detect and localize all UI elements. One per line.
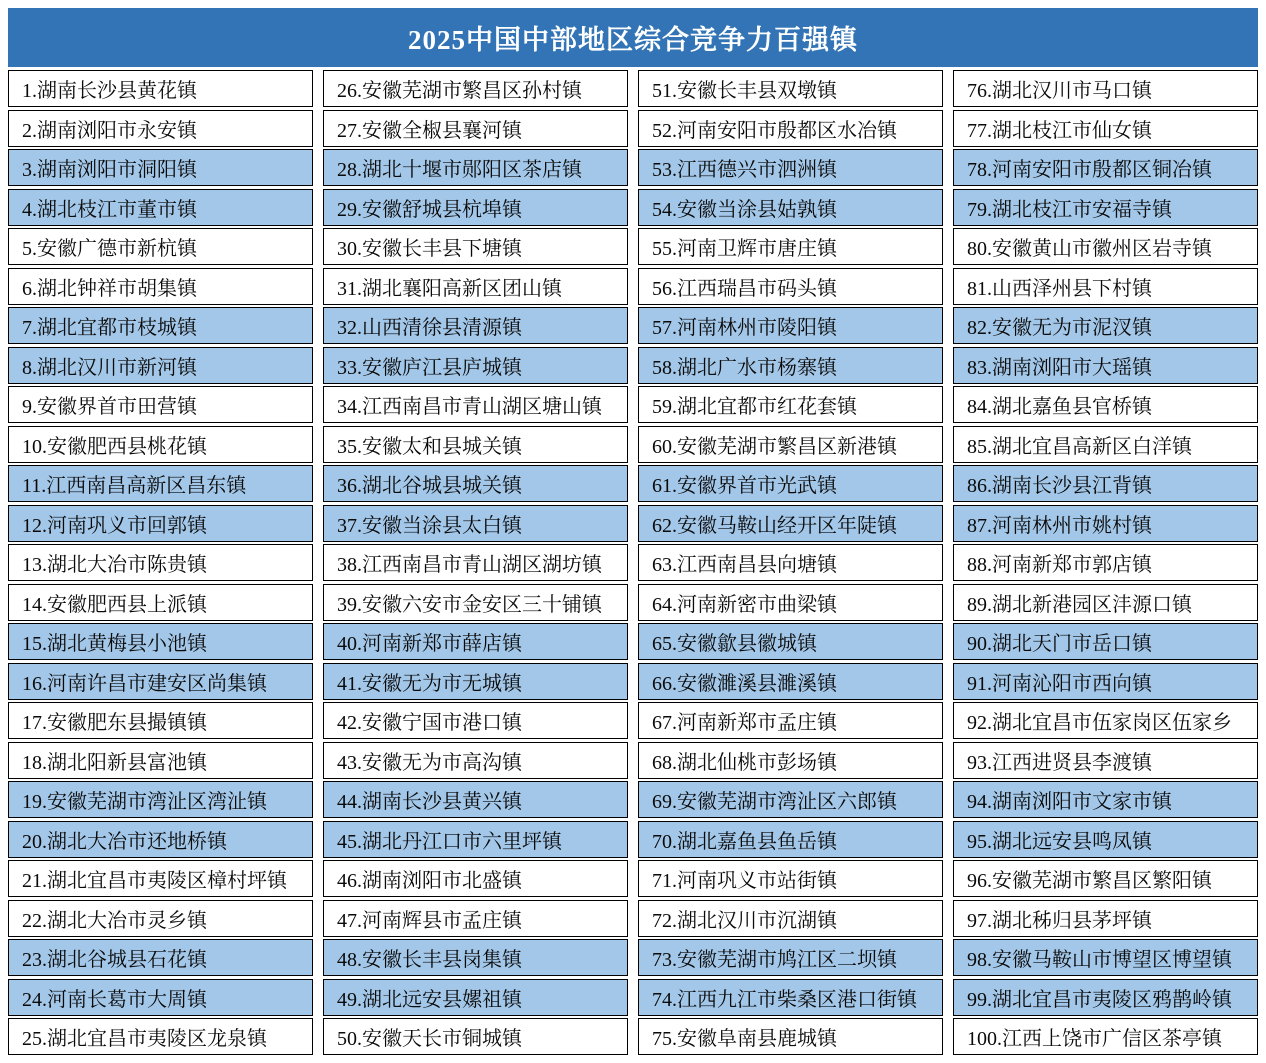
town-list-item: 49.湖北远安县嫘祖镇	[323, 979, 628, 1016]
town-list-item: 15.湖北黄梅县小池镇	[8, 623, 313, 660]
town-list-item: 3.湖南浏阳市洞阳镇	[8, 149, 313, 186]
town-list-item: 14.安徽肥西县上派镇	[8, 584, 313, 621]
town-list-item: 9.安徽界首市田营镇	[8, 386, 313, 423]
town-list-item: 68.湖北仙桃市彭场镇	[638, 742, 943, 779]
town-list-item: 47.河南辉县市孟庄镇	[323, 900, 628, 937]
town-list-item: 72.湖北汉川市沉湖镇	[638, 900, 943, 937]
town-list-item: 60.安徽芜湖市繁昌区新港镇	[638, 426, 943, 463]
town-list-item: 32.山西清徐县清源镇	[323, 307, 628, 344]
town-list-item: 61.安徽界首市光武镇	[638, 465, 943, 502]
town-list-item: 31.湖北襄阳高新区团山镇	[323, 268, 628, 305]
town-list-item: 18.湖北阳新县富池镇	[8, 742, 313, 779]
town-list-item: 67.河南新郑市孟庄镇	[638, 702, 943, 739]
town-list-item: 94.湖南浏阳市文家市镇	[953, 781, 1258, 818]
town-list-item: 26.安徽芜湖市繁昌区孙村镇	[323, 70, 628, 107]
ranking-column-1	[8, 70, 313, 1055]
town-list-item: 42.安徽宁国市港口镇	[323, 702, 628, 739]
town-list-item: 70.湖北嘉鱼县鱼岳镇	[638, 821, 943, 858]
town-list-item: 76.湖北汉川市马口镇	[953, 70, 1258, 107]
town-list-item: 71.河南巩义市站街镇	[638, 860, 943, 897]
town-list-item: 36.湖北谷城县城关镇	[323, 465, 628, 502]
town-list-item: 79.湖北枝江市安福寺镇	[953, 189, 1258, 226]
town-list-item: 6.湖北钟祥市胡集镇	[8, 268, 313, 305]
page-title: 2025中国中部地区综合竞争力百强镇	[408, 25, 858, 55]
town-list-item: 19.安徽芜湖市湾沚区湾沚镇	[8, 781, 313, 818]
town-list-item: 23.湖北谷城县石花镇	[8, 939, 313, 976]
town-list-item: 80.安徽黄山市徽州区岩寺镇	[953, 228, 1258, 265]
ranking-column-3	[638, 70, 943, 1055]
town-list-item: 58.湖北广水市杨寨镇	[638, 347, 943, 384]
town-list-item: 96.安徽芜湖市繁昌区繁阳镇	[953, 860, 1258, 897]
town-list-item: 56.江西瑞昌市码头镇	[638, 268, 943, 305]
town-list-item: 52.河南安阳市殷都区水冶镇	[638, 110, 943, 147]
town-list-item: 22.湖北大冶市灵乡镇	[8, 900, 313, 937]
ranking-column-2	[323, 70, 628, 1055]
town-list-item: 74.江西九江市柴桑区港口街镇	[638, 979, 943, 1016]
town-list-item: 46.湖南浏阳市北盛镇	[323, 860, 628, 897]
town-list-item: 53.江西德兴市泗洲镇	[638, 149, 943, 186]
town-list-item: 28.湖北十堰市郧阳区茶店镇	[323, 149, 628, 186]
town-list-item: 48.安徽长丰县岗集镇	[323, 939, 628, 976]
title-bar	[8, 8, 1258, 67]
town-list-item: 75.安徽阜南县鹿城镇	[638, 1018, 943, 1055]
town-list-item: 92.湖北宜昌市伍家岗区伍家乡	[953, 702, 1258, 739]
town-list-item: 78.河南安阳市殷都区铜冶镇	[953, 149, 1258, 186]
town-list-item: 65.安徽歙县徽城镇	[638, 623, 943, 660]
town-list-item: 4.湖北枝江市董市镇	[8, 189, 313, 226]
town-list-item: 90.湖北天门市岳口镇	[953, 623, 1258, 660]
town-list-item: 98.安徽马鞍山市博望区博望镇	[953, 939, 1258, 976]
town-list-item: 66.安徽濉溪县濉溪镇	[638, 663, 943, 700]
town-list-item: 7.湖北宜都市枝城镇	[8, 307, 313, 344]
town-list-item: 20.湖北大冶市还地桥镇	[8, 821, 313, 858]
town-list-item: 93.江西进贤县李渡镇	[953, 742, 1258, 779]
town-list-item: 35.安徽太和县城关镇	[323, 426, 628, 463]
town-list-item: 33.安徽庐江县庐城镇	[323, 347, 628, 384]
town-list-item: 43.安徽无为市高沟镇	[323, 742, 628, 779]
town-list-item: 13.湖北大冶市陈贵镇	[8, 544, 313, 581]
town-list-item: 99.湖北宜昌市夷陵区鸦鹊岭镇	[953, 979, 1258, 1016]
town-list-item: 8.湖北汉川市新河镇	[8, 347, 313, 384]
town-list-item: 84.湖北嘉鱼县官桥镇	[953, 386, 1258, 423]
town-list-item: 25.湖北宜昌市夷陵区龙泉镇	[8, 1018, 313, 1055]
ranking-grid	[8, 70, 1258, 1055]
town-list-item: 87.河南林州市姚村镇	[953, 505, 1258, 542]
town-list-item: 11.江西南昌高新区昌东镇	[8, 465, 313, 502]
town-list-item: 89.湖北新港园区沣源口镇	[953, 584, 1258, 621]
town-list-item: 21.湖北宜昌市夷陵区樟村坪镇	[8, 860, 313, 897]
town-list-item: 85.湖北宜昌高新区白洋镇	[953, 426, 1258, 463]
town-list-item: 10.安徽肥西县桃花镇	[8, 426, 313, 463]
town-list-item: 37.安徽当涂县太白镇	[323, 505, 628, 542]
town-list-item: 41.安徽无为市无城镇	[323, 663, 628, 700]
town-list-item: 57.河南林州市陵阳镇	[638, 307, 943, 344]
town-list-item: 45.湖北丹江口市六里坪镇	[323, 821, 628, 858]
town-list-item: 77.湖北枝江市仙女镇	[953, 110, 1258, 147]
town-list-item: 34.江西南昌市青山湖区塘山镇	[323, 386, 628, 423]
town-list-item: 69.安徽芜湖市湾沚区六郎镇	[638, 781, 943, 818]
town-list-item: 82.安徽无为市泥汊镇	[953, 307, 1258, 344]
town-list-item: 91.河南沁阳市西向镇	[953, 663, 1258, 700]
town-list-item: 62.安徽马鞍山经开区年陡镇	[638, 505, 943, 542]
town-list-item: 40.河南新郑市薛店镇	[323, 623, 628, 660]
town-list-item: 2.湖南浏阳市永安镇	[8, 110, 313, 147]
town-list-item: 29.安徽舒城县杭埠镇	[323, 189, 628, 226]
town-list-item: 50.安徽天长市铜城镇	[323, 1018, 628, 1055]
town-list-item: 55.河南卫辉市唐庄镇	[638, 228, 943, 265]
town-list-item: 12.河南巩义市回郭镇	[8, 505, 313, 542]
town-list-item: 86.湖南长沙县江背镇	[953, 465, 1258, 502]
town-list-item: 88.河南新郑市郭店镇	[953, 544, 1258, 581]
town-list-item: 81.山西泽州县下村镇	[953, 268, 1258, 305]
ranking-column-4	[953, 70, 1258, 1055]
town-list-item: 83.湖南浏阳市大瑶镇	[953, 347, 1258, 384]
town-list-item: 54.安徽当涂县姑孰镇	[638, 189, 943, 226]
town-list-item: 100.江西上饶市广信区茶亭镇	[953, 1018, 1258, 1055]
town-list-item: 16.河南许昌市建安区尚集镇	[8, 663, 313, 700]
town-list-item: 5.安徽广德市新杭镇	[8, 228, 313, 265]
town-list-item: 59.湖北宜都市红花套镇	[638, 386, 943, 423]
town-list-item: 24.河南长葛市大周镇	[8, 979, 313, 1016]
town-list-item: 38.江西南昌市青山湖区湖坊镇	[323, 544, 628, 581]
town-list-item: 44.湖南长沙县黄兴镇	[323, 781, 628, 818]
town-list-item: 63.江西南昌县向塘镇	[638, 544, 943, 581]
town-list-item: 17.安徽肥东县撮镇镇	[8, 702, 313, 739]
town-list-item: 1.湖南长沙县黄花镇	[8, 70, 313, 107]
town-list-item: 95.湖北远安县鸣凤镇	[953, 821, 1258, 858]
town-list-item: 64.河南新密市曲梁镇	[638, 584, 943, 621]
town-list-item: 39.安徽六安市金安区三十铺镇	[323, 584, 628, 621]
town-list-item: 51.安徽长丰县双墩镇	[638, 70, 943, 107]
town-list-item: 97.湖北秭归县茅坪镇	[953, 900, 1258, 937]
town-list-item: 73.安徽芜湖市鸠江区二坝镇	[638, 939, 943, 976]
town-list-item: 27.安徽全椒县襄河镇	[323, 110, 628, 147]
town-list-item: 30.安徽长丰县下塘镇	[323, 228, 628, 265]
